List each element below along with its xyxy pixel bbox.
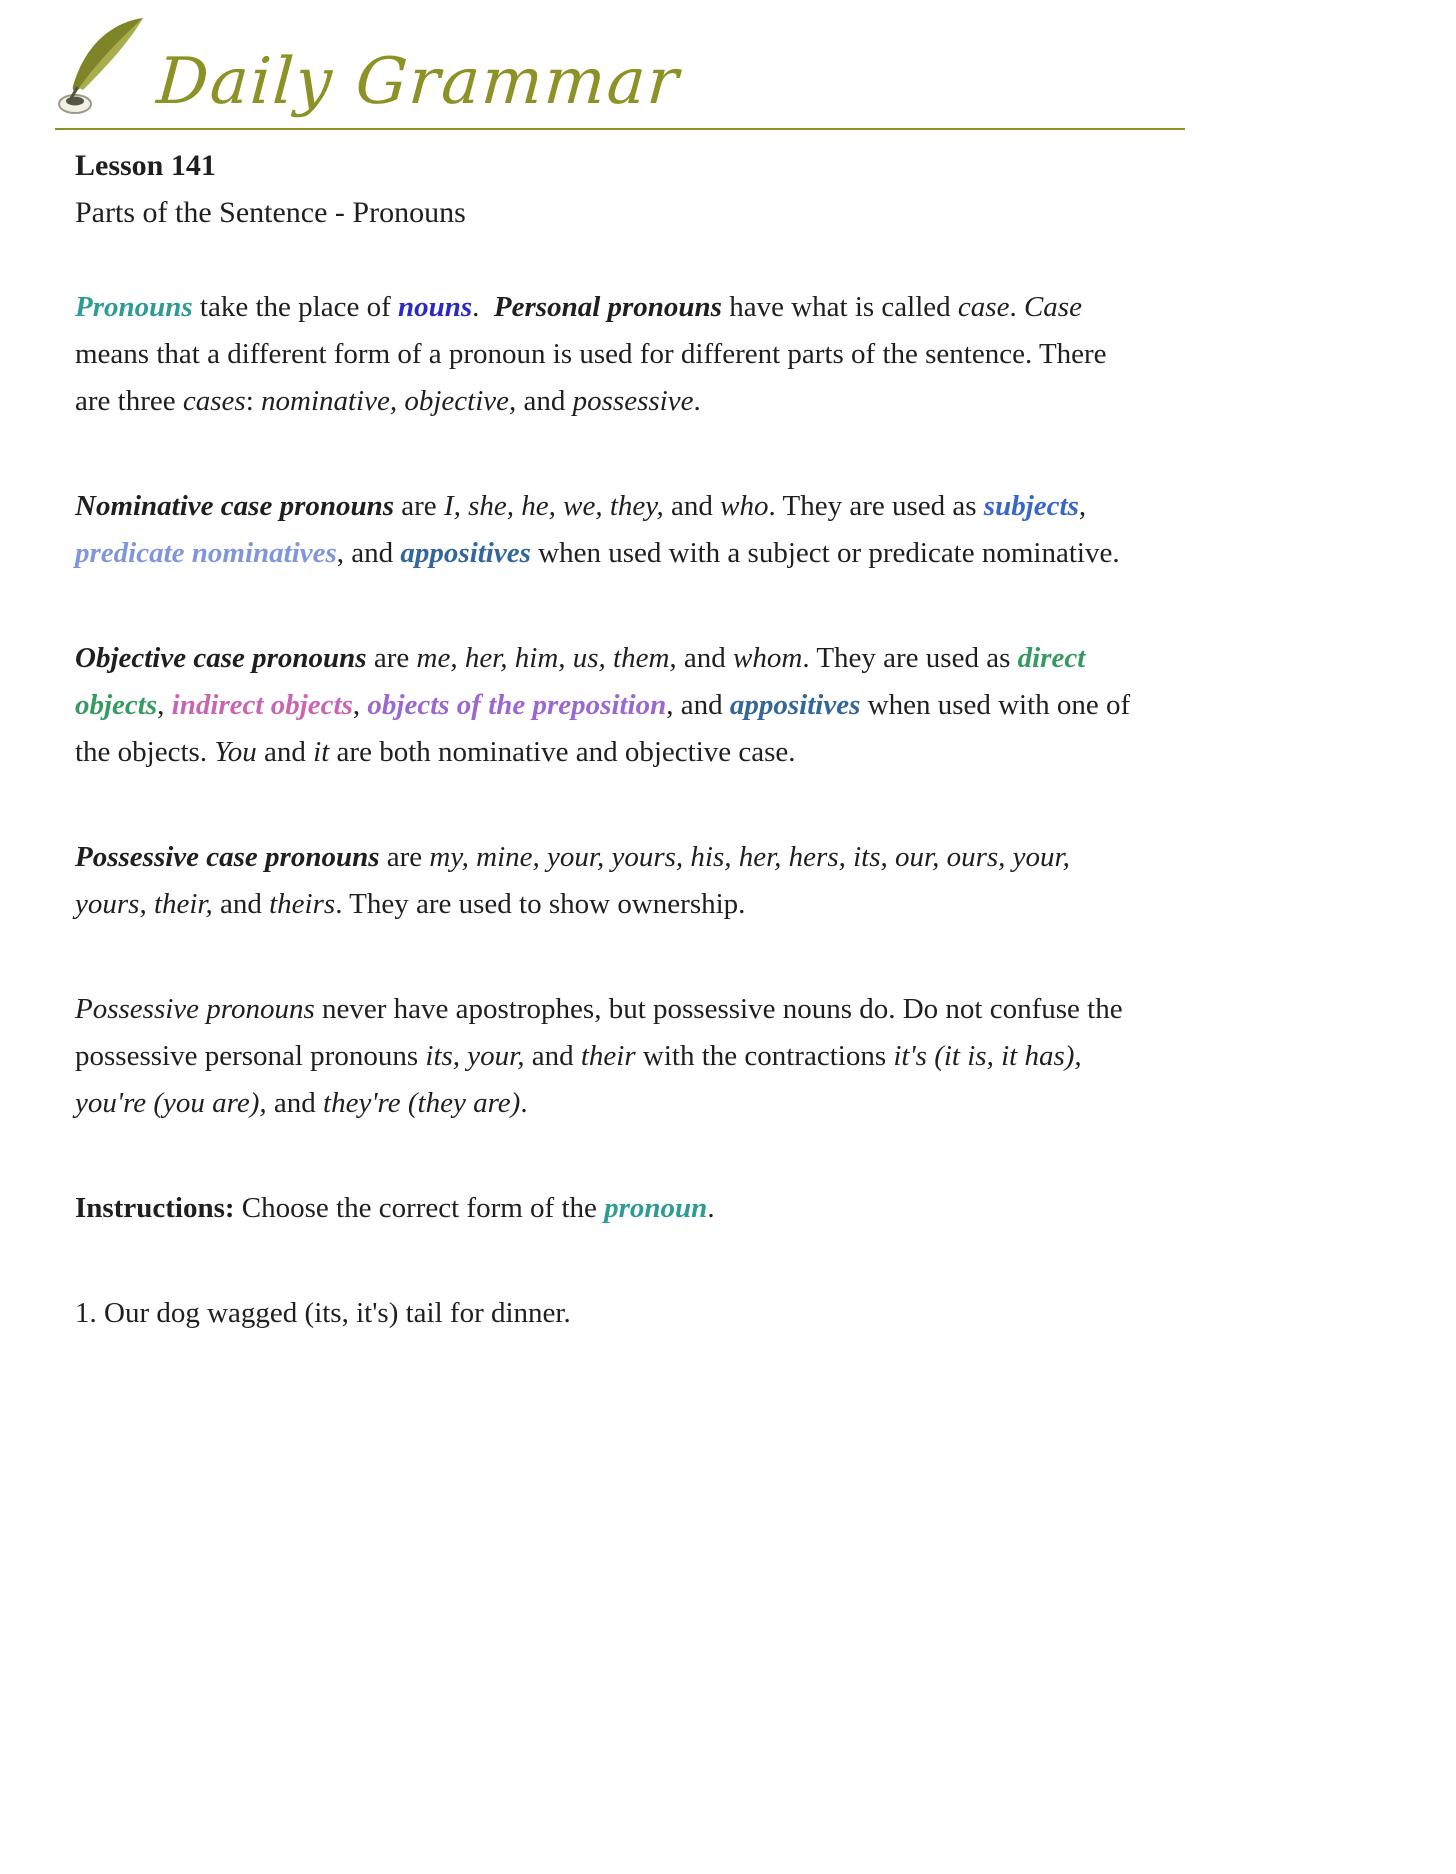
instructions bbox=[75, 1185, 1147, 1232]
text-segment: Personal pronouns bbox=[493, 291, 722, 323]
possessive-paragraph bbox=[75, 834, 1147, 928]
text-segment: and bbox=[212, 888, 270, 920]
exercise-item-1 bbox=[75, 1290, 1147, 1337]
text-segment: . bbox=[693, 385, 701, 417]
link-appositives[interactable]: appositives bbox=[400, 537, 531, 569]
text-segment: when used with one of the objects. bbox=[75, 689, 1131, 768]
lesson-title: Lesson 141 bbox=[75, 149, 216, 182]
text-segment: and bbox=[663, 490, 721, 522]
lesson-subtitle: Parts of the Sentence - Pronouns bbox=[75, 196, 466, 229]
text-segment: . bbox=[520, 1087, 528, 1119]
nominative-paragraph bbox=[75, 483, 1147, 577]
link-objects-of-the-preposition[interactable]: objects of the preposition bbox=[367, 689, 667, 721]
text-segment: , bbox=[1078, 490, 1087, 522]
text-segment: nominative, objective, bbox=[261, 385, 517, 417]
text-segment: cases bbox=[182, 385, 246, 417]
text-segment: Choose the correct form of the bbox=[234, 1192, 605, 1224]
text-segment: and bbox=[516, 385, 573, 417]
text-segment: . They are used as bbox=[802, 642, 1018, 674]
lesson-body bbox=[75, 284, 1147, 1337]
text-segment: Objective case pronouns bbox=[75, 642, 367, 674]
text-segment: . bbox=[1009, 291, 1024, 323]
link-appositives[interactable]: appositives bbox=[729, 689, 861, 721]
text-segment: never have apostrophes, but possessive nouns do. Do not confuse the possessive personal pronouns bbox=[75, 993, 1123, 1072]
text-segment: whom bbox=[733, 642, 803, 674]
text-segment: : bbox=[245, 385, 261, 417]
text-segment: are bbox=[394, 490, 444, 522]
text-segment: and bbox=[266, 1087, 324, 1119]
text-segment: case bbox=[957, 291, 1010, 323]
text-segment: means that a different form of a pronoun is used for different parts of the sentence. There are three bbox=[75, 338, 1107, 417]
objective-paragraph bbox=[75, 635, 1147, 776]
link-subjects[interactable]: subjects bbox=[983, 490, 1079, 522]
text-segment: . bbox=[472, 291, 494, 323]
text-segment: . They are used to show ownership. bbox=[335, 888, 746, 920]
text-segment: You bbox=[214, 736, 257, 768]
text-segment: with the contractions bbox=[635, 1040, 894, 1072]
text-segment: and bbox=[524, 1040, 581, 1072]
link-direct-objects[interactable]: direct objects bbox=[75, 642, 1086, 721]
text-segment: me, her, him, us, them, bbox=[416, 642, 677, 674]
text-segment: are both nominative and objective case. bbox=[329, 736, 796, 768]
text-segment: Instructions: bbox=[75, 1192, 235, 1224]
text-segment: , and bbox=[666, 689, 730, 721]
link-indirect-objects[interactable]: indirect objects bbox=[171, 689, 353, 721]
site-logo[interactable] bbox=[55, 16, 690, 119]
text-segment: I, she, he, we, they, bbox=[443, 490, 664, 522]
text-segment: Nominative case pronouns bbox=[75, 490, 395, 522]
apostrophe-note-paragraph bbox=[75, 986, 1147, 1127]
text-segment: take the place of bbox=[192, 291, 398, 323]
link-pronouns[interactable]: Pronouns bbox=[75, 291, 193, 323]
text-segment: and bbox=[676, 642, 734, 674]
text-segment: who bbox=[720, 490, 769, 522]
text-segment: , and bbox=[336, 537, 401, 569]
text-segment: it's (it is, it has), you're (you are), bbox=[75, 1040, 1082, 1119]
link-nouns[interactable]: nouns bbox=[397, 291, 473, 323]
lesson-content bbox=[0, 130, 1456, 1397]
link-predicate-nominatives[interactable]: predicate nominatives bbox=[75, 537, 337, 569]
text-segment: are bbox=[379, 841, 430, 873]
site-header bbox=[0, 0, 1456, 130]
logo-text: Daily Grammar bbox=[154, 44, 683, 119]
text-segment: . They are used as bbox=[768, 490, 984, 522]
text-segment: theirs bbox=[269, 888, 336, 920]
text-segment: when used with a subject or predicate nominative. bbox=[530, 537, 1120, 569]
text-segment: Possessive case pronouns bbox=[75, 841, 380, 873]
link-pronoun[interactable]: pronoun bbox=[604, 1192, 708, 1224]
text-segment: , bbox=[157, 689, 172, 721]
text-segment: their bbox=[580, 1040, 636, 1072]
text-segment: Case bbox=[1023, 291, 1082, 323]
text-segment: are bbox=[366, 642, 417, 674]
text-segment: my, mine, your, yours, his, her, hers, its, our, ours, your, yours, their, bbox=[75, 841, 1070, 920]
text-segment: . bbox=[707, 1192, 715, 1224]
quill-pen-icon bbox=[55, 16, 147, 116]
text-segment: Possessive pronouns bbox=[75, 993, 315, 1025]
text-segment: they're (they are) bbox=[323, 1087, 521, 1119]
text-segment: have what is called bbox=[721, 291, 958, 323]
text-segment: , bbox=[352, 689, 368, 721]
text-segment: its, your, bbox=[425, 1040, 525, 1072]
text-segment: and bbox=[256, 736, 314, 768]
text-segment: it bbox=[313, 736, 330, 768]
text-segment: 1. Our dog wagged (its, it's) tail for dinner. bbox=[75, 1297, 571, 1329]
text-segment: possessive bbox=[572, 385, 694, 417]
intro-paragraph bbox=[75, 284, 1147, 425]
